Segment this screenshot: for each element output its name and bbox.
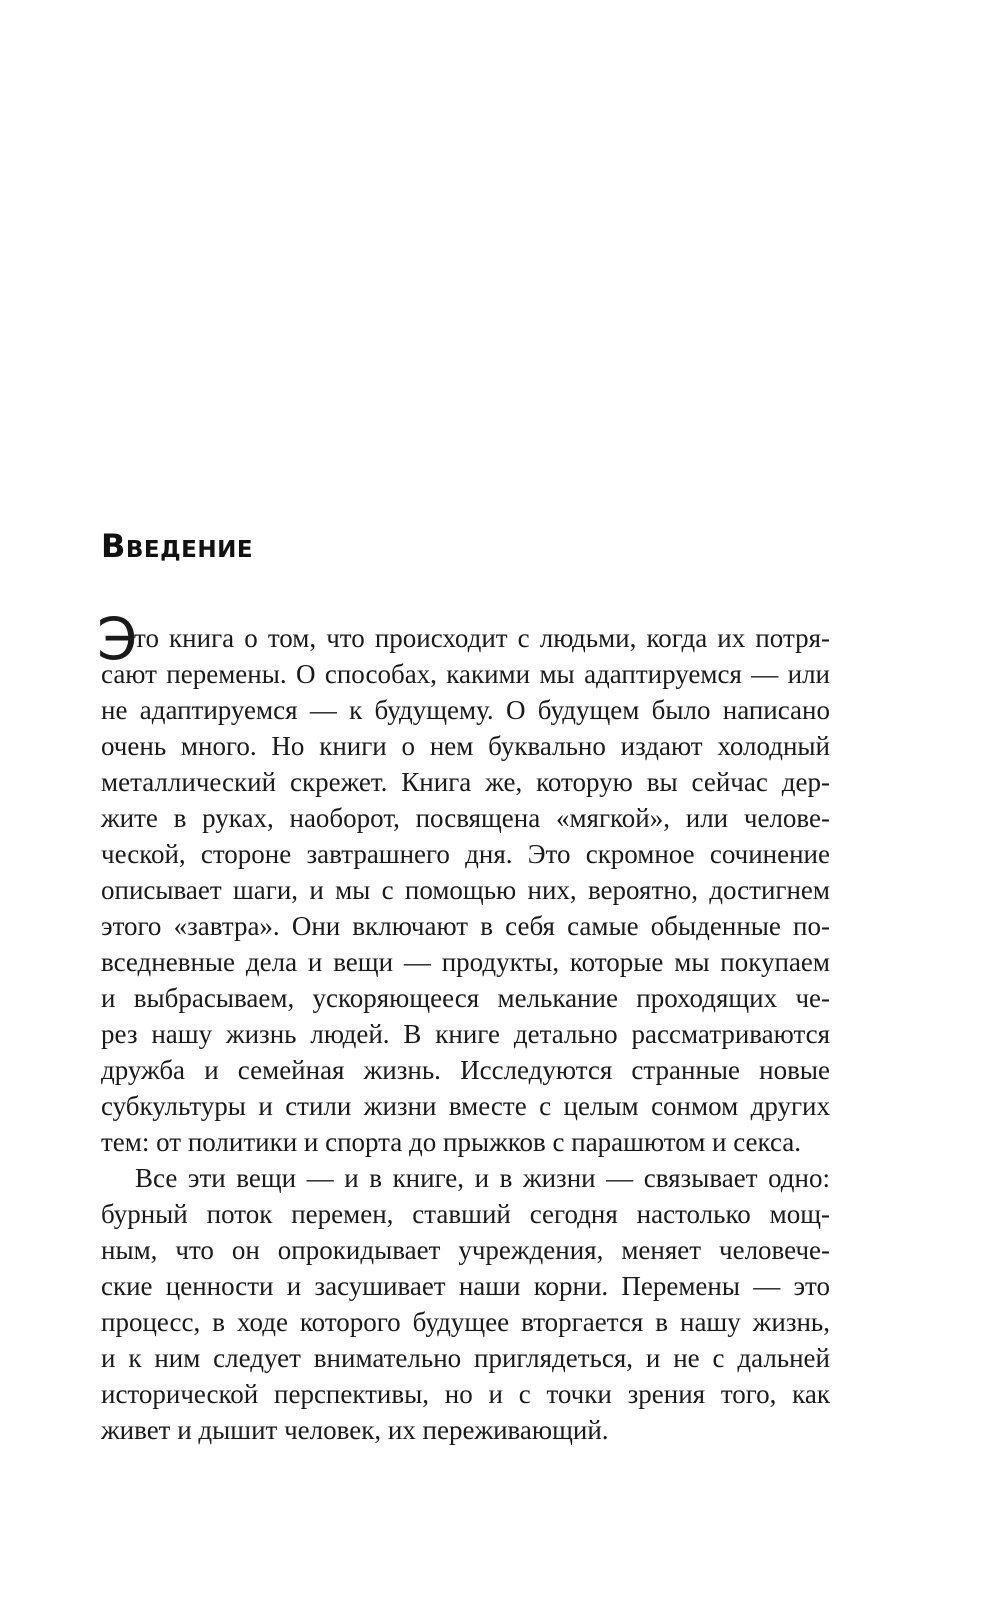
heading-initial: В — [101, 527, 126, 565]
text-line: не адаптируемся — к будущему. О будущем было написано — [101, 695, 830, 725]
text-line: жите в руках, наоборот, посвящена «мягкой», или челове- — [101, 803, 830, 833]
text-line: очень много. Но книги о нем буквально издают холодный — [101, 731, 830, 761]
chapter-body — [97, 605, 1000, 1448]
paragraph-2 — [101, 1160, 1000, 1448]
text-line: сают перемены. О способах, какими мы адаптируемся — или — [101, 659, 830, 689]
text-line: ным, что он опрокидывает учреждения, меняет человече- — [101, 1235, 830, 1265]
text-line: металлический скрежет. Книга же, которую вы сейчас дер- — [101, 767, 830, 797]
heading-rest: ВЕДЕНИЕ — [125, 537, 254, 563]
text-line: и выбрасываем, ускоряющееся мелькание проходящих че- — [101, 983, 830, 1013]
text-line: тем: от политики и спорта до прыжков с парашютом и секса. — [101, 1127, 802, 1157]
paragraph-1 — [97, 605, 1000, 1160]
text-line: рез нашу жизнь людей. В книге детально рассматриваются — [101, 1019, 830, 1049]
first-line-text: то книга о том, что происходит с людьми, когда их потря- — [134, 623, 830, 653]
text-line: этого «завтра». Они включают в себя самые обыденные по- — [101, 911, 830, 941]
text-line: вседневные дела и вещи — продукты, которые мы покупаем — [101, 947, 830, 977]
text-line: описывает шаги, и мы с помощью них, вероятно, достигнем — [101, 875, 830, 905]
drop-cap: Э — [97, 605, 138, 673]
chapter-heading — [101, 527, 254, 565]
text-line: живет и дышит человек, их переживающий. — [101, 1415, 609, 1445]
text-line: и к ним следует внимательно приглядеться, и не с дальней — [101, 1343, 830, 1373]
text-line: дружба и семейная жизнь. Исследуются странные новые — [101, 1055, 830, 1085]
text-line: исторической перспективы, но и с точки зрения того, как — [101, 1379, 830, 1409]
text-line: субкультуры и стили жизни вместе с целым сонмом других — [101, 1091, 830, 1121]
text-line: Все эти вещи — и в книге, и в жизни — связывает одно: — [135, 1163, 830, 1193]
text-line: ческой, стороне завтрашнего дня. Это скромное сочинение — [101, 839, 830, 869]
first-line — [97, 605, 830, 673]
text-line: ские ценности и засушивает наши корни. Перемены — это — [101, 1271, 830, 1301]
text-line: бурный поток перемен, ставший сегодня настолько мощ- — [101, 1199, 830, 1229]
text-line: процесс, в ходе которого будущее вторгается в нашу жизнь, — [101, 1307, 830, 1337]
